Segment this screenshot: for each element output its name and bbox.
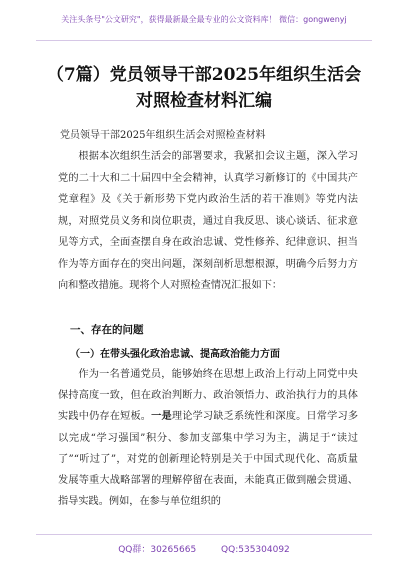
subsection-heading-political-loyalty: （一）在带头强化政治忠诚、提高政治能力方面 bbox=[70, 349, 280, 360]
intro-paragraph-block bbox=[58, 146, 358, 297]
footer-qq-group: QQ群：30265665 bbox=[118, 545, 197, 555]
footer-qq-number: QQ:535304092 bbox=[221, 545, 290, 555]
title-line-2: 对照检查材料汇编 bbox=[136, 91, 272, 111]
header-divider bbox=[36, 40, 372, 41]
footer-contact bbox=[0, 542, 408, 555]
paragraph-bold-marker: 一是 bbox=[151, 410, 172, 423]
paragraph-text-part-1: 作为一名普通党员，能够始终在思想上政治上行动上同党中央保持高度一致，但在政治判断力、政治领悟力、政治执行力的具体实践中仍存在短板。 bbox=[58, 369, 358, 423]
document-title bbox=[30, 62, 378, 114]
footer-divider bbox=[36, 534, 372, 535]
body-paragraph-block bbox=[58, 364, 358, 512]
intro-paragraph: 根据本次组织生活会的部署要求，我紧扣会议主题，深入学习党的二十大和二十届四中全会精神，认真学习新修订的《中国共产党章程》及《关于新形势下党内政治生活的若干准则》等党内法规，对照党员义务和岗位职责，通过自我反思、谈心谈话、征求意见等方式，全面查摆自身在政治忠诚、党性修养、纪律意识、担当作为等方面存在的突出问题，深刻剖析思想根源，明确今后努力方向和整改措施。现将个人对照检查情况汇报如下： bbox=[58, 151, 358, 291]
body-paragraph-1 bbox=[58, 364, 358, 512]
title-line-1: （7篇）党员领导干部2025年组织生活会 bbox=[46, 65, 362, 85]
section-heading-problems: 一、存在的问题 bbox=[70, 324, 144, 336]
paragraph-text-part-2: 理论学习缺乏系统性和深度。日常学习多以完成“学习强国”积分、参加支部集中学习为主，满足于“读过了”“听过了”，对党的创新理论特别是关于中国式现代化、高质量发展等重大战略部署的理解停留在表面，未能真正做到融会贯通、指导实践。例如，在参与单位组织的 bbox=[58, 411, 359, 508]
header-promo-note: 关注头条号"公文研究"，获得最新最全最专业的公文资料库！ 微信：gongwenyj bbox=[61, 15, 347, 24]
document-subtitle: 党员领导干部2025年组织生活会对照检查材料 bbox=[60, 130, 266, 141]
